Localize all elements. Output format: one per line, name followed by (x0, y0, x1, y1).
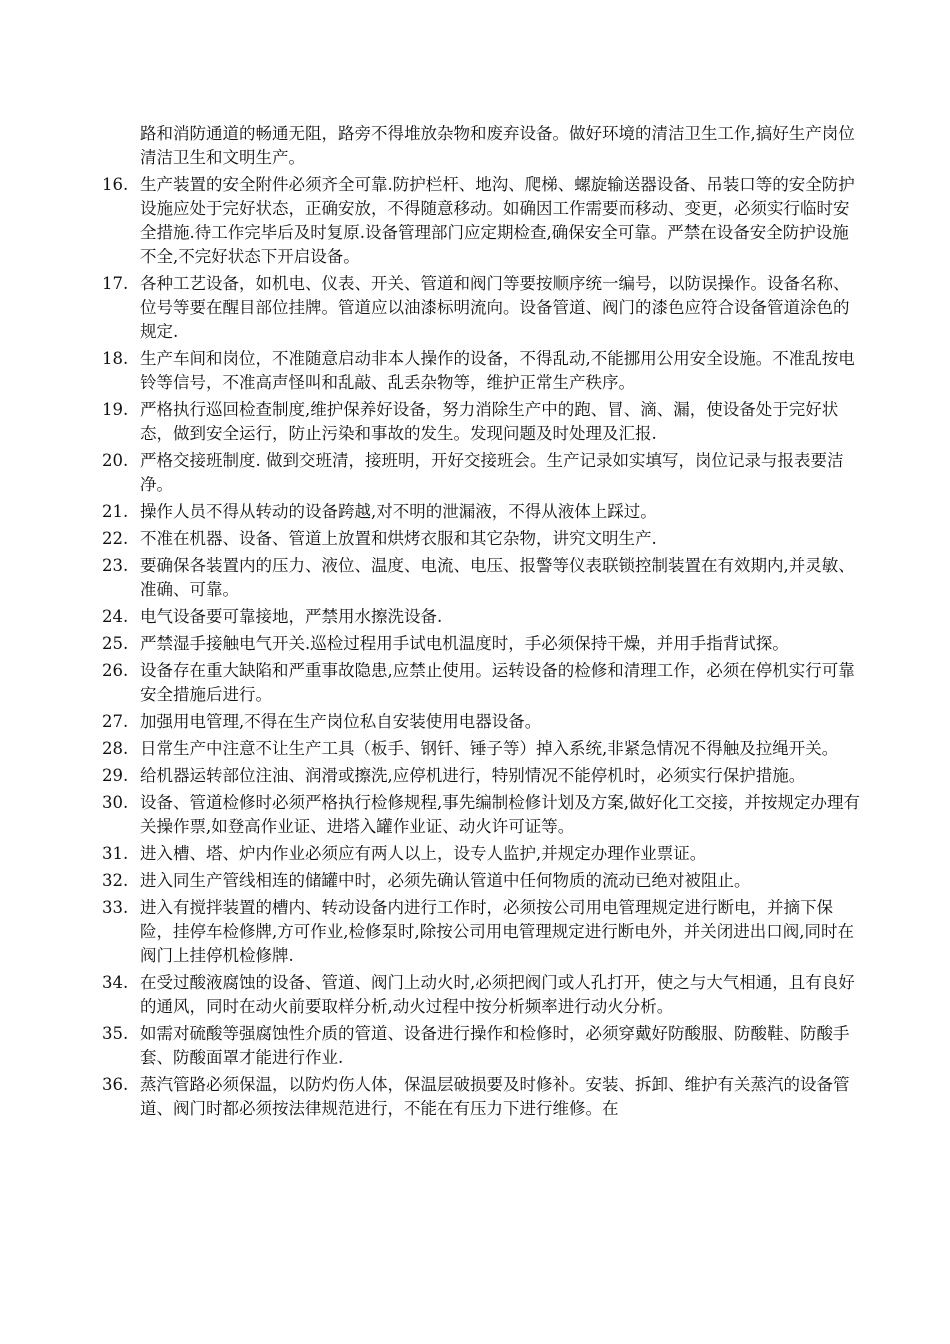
list-item (100, 173, 860, 269)
item-text: 蒸汽管路必须保温，以防灼伤人体，保温层破损要及时修补。安装、拆卸、维护有关蒸汽的设备管道、阀门时都必须按法律规范进行，不能在有压力下进行维修。在 (140, 1075, 850, 1118)
list-item (100, 710, 860, 734)
list-item (100, 1022, 860, 1070)
item-text: 在受过酸液腐蚀的设备、管道、阀门上动火时,必须把阀门或人孔打开，使之与大气相通，且有良好的通风，同时在动火前要取样分析,动火过程中按分析频率进行动火分析。 (140, 973, 855, 1016)
list-item (100, 1073, 860, 1121)
item-text: 加强用电管理,不得在生产岗位私自安装使用电器设备。 (140, 712, 542, 731)
item-number: 22. (102, 529, 129, 548)
list-item (100, 632, 860, 656)
list-item (100, 500, 860, 524)
item-number: 31. (102, 844, 129, 863)
item-number: 32. (102, 871, 129, 890)
item-text: 不准在机器、设备、管道上放置和烘烤衣服和其它杂物，讲究文明生产. (140, 529, 657, 548)
item-number: 34. (102, 973, 129, 992)
item-number: 16. (102, 175, 129, 194)
continuation-paragraph: 路和消防通道的畅通无阻，路旁不得堆放杂物和废弃设备。做好环境的清洁卫生工作,搞好生产岗位清洁卫生和文明生产。 (140, 124, 855, 167)
item-number: 17. (102, 274, 129, 293)
document-body (100, 122, 860, 1124)
item-text: 给机器运转部位注油、润滑或擦洗,应停机进行，特别情况不能停机时，必须实行保护措施。 (140, 766, 806, 785)
list-item (100, 347, 860, 395)
item-number: 36. (102, 1075, 129, 1094)
list-item (100, 896, 860, 968)
list-item (100, 449, 860, 497)
item-text: 严格执行巡回检查制度,维护保养好设备，努力消除生产中的跑、冒、滴、漏，使设备处于完好状态，做到安全运行，防止污染和事故的发生。发现问题及时处理及汇报. (140, 400, 839, 443)
list-item (100, 971, 860, 1019)
item-number: 28. (102, 739, 129, 758)
list-item (100, 791, 860, 839)
list-item (100, 272, 860, 344)
item-text: 进入有搅拌装置的槽内、转动设备内进行工作时，必须按公司用电管理规定进行断电，并摘下保险，挂停车检修牌,方可作业,检修泵时,除按公司用电管理规定进行断电外，并关闭进出口阀,同时在阀门上挂停机检修牌. (140, 898, 854, 965)
item-text: 进入同生产管线相连的储罐中时，必须先确认管道中任何物质的流动已绝对被阻止。 (140, 871, 751, 890)
item-text: 各种工艺设备，如机电、仪表、开关、管道和阀门等要按顺序统一编号，以防误操作。设备名称、位号等要在醒目部位挂牌。管道应以油漆标明流向。设备管道、阀门的漆色应符合设备管道涂色的规定. (140, 274, 850, 341)
list-item (100, 869, 860, 893)
item-number: 29. (102, 766, 129, 785)
list-item (100, 605, 860, 629)
item-text: 操作人员不得从转动的设备跨越,对不明的泄漏液，不得从液体上踩过。 (140, 502, 657, 521)
list-item (100, 737, 860, 761)
numbered-list (100, 173, 860, 1121)
item-text: 严格交接班制度. 做到交班清，接班明，开好交接班会。生产记录如实填写，岗位记录与报表要洁净。 (140, 451, 844, 494)
item-text: 电气设备要可靠接地，严禁用水擦洗设备. (140, 607, 443, 626)
item-number: 18. (102, 349, 129, 368)
item-number: 26. (102, 661, 129, 680)
item-number: 20. (102, 451, 129, 470)
item-number: 19. (102, 400, 129, 419)
item-text: 进入槽、塔、炉内作业必须应有两人以上，设专人监护,并规定办理作业票证。 (140, 844, 707, 863)
item-number: 21. (102, 502, 129, 521)
item-text: 设备、管道检修时必须严格执行检修规程,事先编制检修计划及方案,做好化工交接，并按规定办理有关操作票,如登高作业证、进塔入罐作业证、动火许可证等。 (140, 793, 860, 836)
item-number: 27. (102, 712, 129, 731)
item-text: 设备存在重大缺陷和严重事故隐患,应禁止使用。运转设备的检修和清理工作，必须在停机实行可靠安全措施后进行。 (140, 661, 855, 704)
list-item (100, 398, 860, 446)
item-text: 如需对硫酸等强腐蚀性介质的管道、设备进行操作和检修时，必须穿戴好防酸服、防酸鞋、防酸手套、防酸面罩才能进行作业. (140, 1024, 850, 1067)
item-text: 日常生产中注意不让生产工具（板手、钢钎、锤子等）掉入系统,非紧急情况不得触及拉绳开关。 (140, 739, 839, 758)
item-number: 30. (102, 793, 129, 812)
item-text: 生产装置的安全附件必须齐全可靠.防护栏杆、地沟、爬梯、螺旋输送器设备、吊装口等的安全防护设施应处于完好状态，正确安放，不得随意移动。如确因工作需要而移动、变更，必须实行临时安全措施.待工作完毕后及时复原.设备管理部门应定期检查,确保安全可靠。严禁在设备安全防护设施不全,不完好状态下开启设备。 (140, 175, 855, 266)
item-number: 23. (102, 556, 129, 575)
item-text: 生产车间和岗位，不准随意启动非本人操作的设备，不得乱动,不能挪用公用安全设施。不准乱按电铃等信号，不准高声怪叫和乱敲、乱丢杂物等，维护正常生产秩序。 (140, 349, 855, 392)
item-number: 25. (102, 634, 129, 653)
item-number: 35. (102, 1024, 129, 1043)
item-text: 要确保各装置内的压力、液位、温度、电流、电压、报警等仪表联锁控制装置在有效期内,并灵敏、准确、可靠。 (140, 556, 855, 599)
list-item (100, 764, 860, 788)
list-item (100, 554, 860, 602)
list-item (100, 659, 860, 707)
item-text: 严禁湿手接触电气开关.巡检过程用手试电机温度时，手必须保持干燥，并用手指背试探。 (140, 634, 789, 653)
list-item (100, 842, 860, 866)
list-item (100, 527, 860, 551)
item-number: 33. (102, 898, 129, 917)
item-number: 24. (102, 607, 129, 626)
